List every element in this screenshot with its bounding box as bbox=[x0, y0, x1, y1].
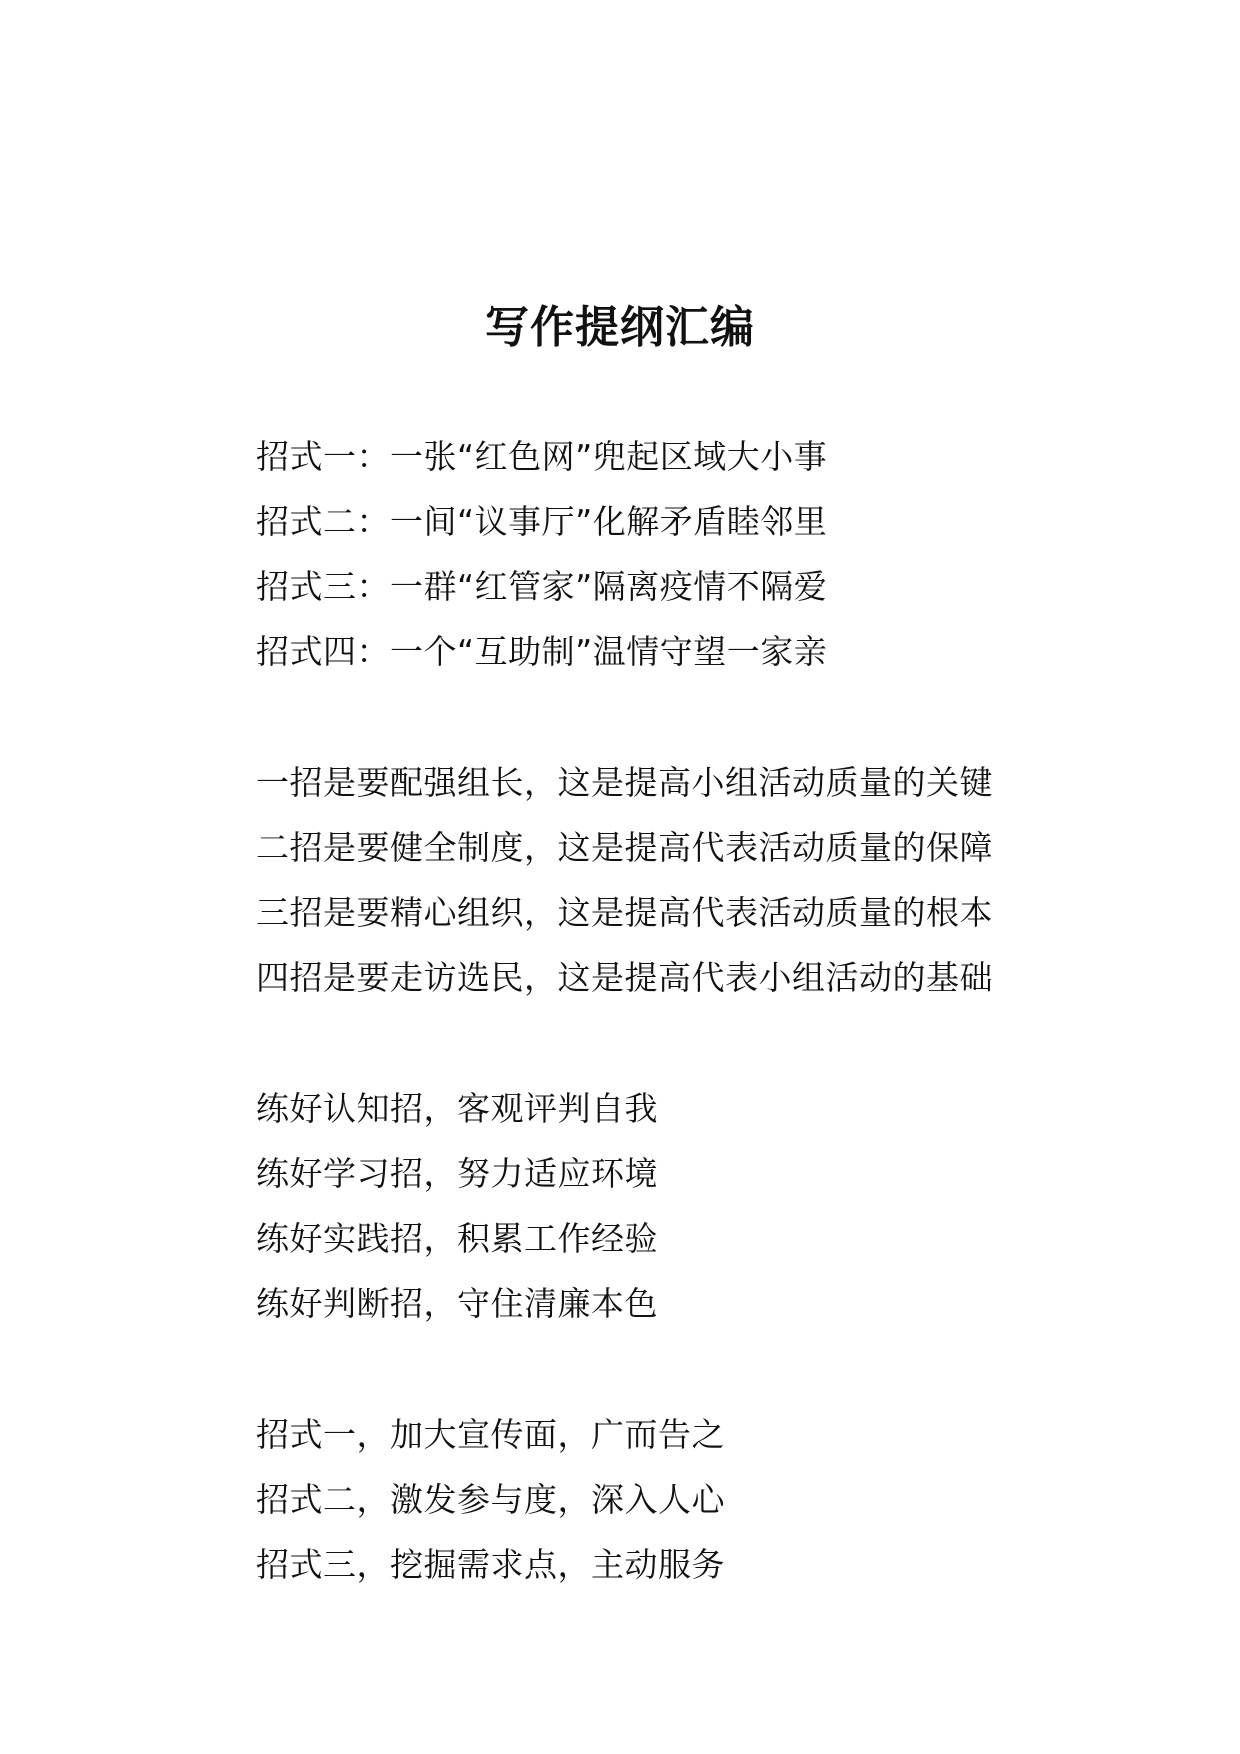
outline-section-2 bbox=[256, 750, 993, 1010]
outline-line: 招式一：一张“红色网”兜起区域大小事 bbox=[256, 437, 828, 476]
outline-line: 三招是要精心组织，这是提高代表活动质量的根本 bbox=[256, 893, 993, 932]
outline-line: 一招是要配强组长，这是提高小组活动质量的关键 bbox=[256, 763, 993, 802]
outline-line: 练好认知招，客观评判自我 bbox=[256, 1089, 658, 1128]
outline-line: 招式三，挖掘需求点，主动服务 bbox=[256, 1545, 725, 1584]
outline-section-1 bbox=[256, 424, 827, 684]
outline-section-4 bbox=[256, 1402, 725, 1597]
outline-line: 招式三：一群“红管家”隔离疫情不隔爱 bbox=[256, 567, 828, 606]
document-title: 写作提纲汇编 bbox=[485, 302, 755, 353]
outline-line: 招式二，激发参与度，深入人心 bbox=[256, 1480, 725, 1519]
outline-line: 招式一，加大宣传面，广而告之 bbox=[256, 1415, 725, 1454]
outline-line: 二招是要健全制度，这是提高代表活动质量的保障 bbox=[256, 828, 993, 867]
outline-line: 招式四：一个“互助制”温情守望一家亲 bbox=[256, 632, 828, 671]
outline-section-3 bbox=[256, 1076, 658, 1336]
outline-line: 练好判断招，守住清廉本色 bbox=[256, 1284, 658, 1323]
outline-line: 练好学习招，努力适应环境 bbox=[256, 1154, 658, 1193]
outline-line: 招式二：一间“议事厅”化解矛盾睦邻里 bbox=[256, 502, 828, 541]
outline-line: 练好实践招，积累工作经验 bbox=[256, 1219, 658, 1258]
outline-line: 四招是要走访选民，这是提高代表小组活动的基础 bbox=[256, 958, 993, 997]
